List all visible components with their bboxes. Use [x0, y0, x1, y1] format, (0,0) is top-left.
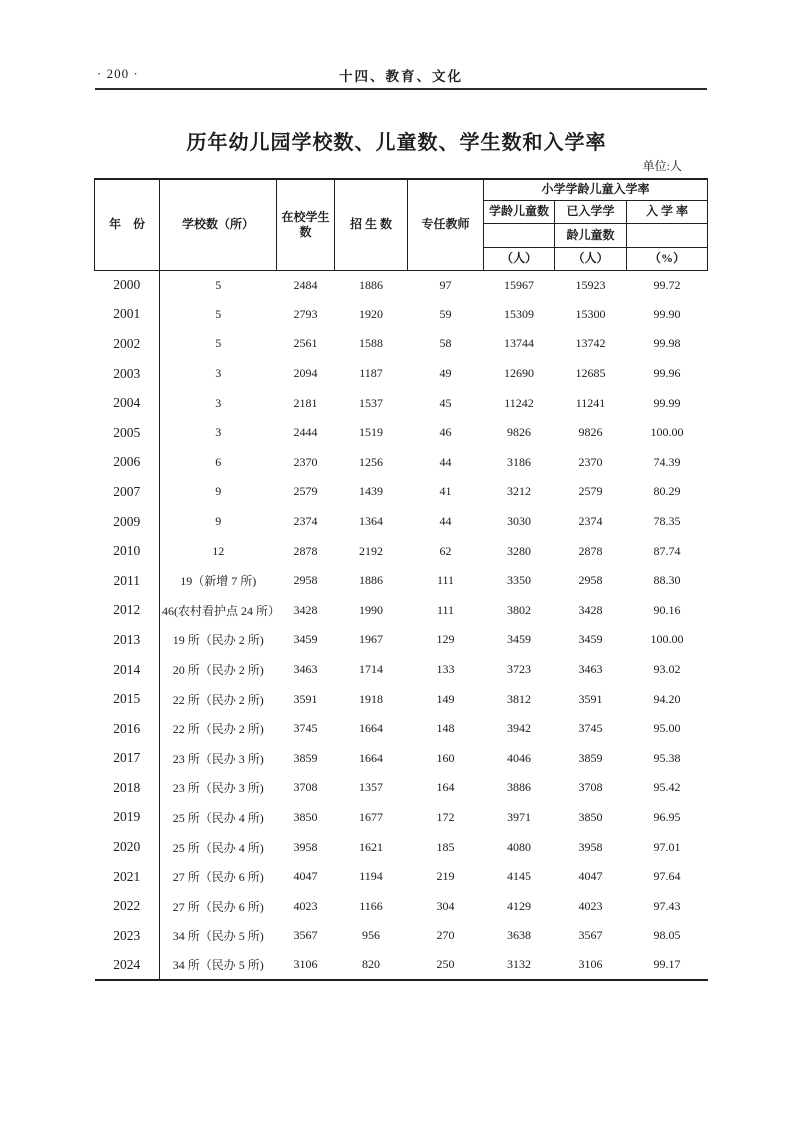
- teachers-cell: 46: [439, 425, 452, 440]
- unit-label: 单位:人: [642, 159, 682, 173]
- school-age-children-cell: 11242: [504, 395, 534, 410]
- year-cell: 2024: [95, 951, 160, 981]
- schools-cell: 6: [215, 454, 222, 469]
- table-row: [95, 507, 708, 537]
- col-header-school-age-children-cont: [484, 223, 555, 247]
- table-row: [95, 862, 708, 892]
- schools-cell: 19 所（民办 2 所): [172, 633, 264, 648]
- students-cell: 3428: [293, 602, 318, 617]
- kindergarten-statistics-table: [94, 178, 708, 981]
- admitted-cell: 956: [362, 928, 380, 943]
- students-cell: 3708: [293, 780, 318, 795]
- admitted-cell: 1364: [359, 514, 383, 529]
- year-cell: 2001: [95, 300, 160, 330]
- teachers-cell: 45: [439, 395, 452, 410]
- admitted-cell: 1967: [359, 632, 383, 647]
- students-cell: 2561: [293, 336, 318, 351]
- year-cell: 2000: [95, 270, 160, 300]
- schools-cell: 25 所（民办 4 所): [172, 840, 264, 855]
- table-row: [95, 803, 708, 833]
- teachers-cell: 111: [436, 602, 455, 617]
- enrollment-rate-cell: 99.98: [653, 336, 681, 351]
- students-cell: 3459: [293, 632, 318, 647]
- unit-school-age-children: （人）: [484, 247, 555, 270]
- table-row: [95, 684, 708, 714]
- teachers-cell: 111: [436, 573, 455, 588]
- col-header-teachers: 专任教师: [408, 179, 484, 270]
- col-header-students-line2: 数: [299, 224, 312, 239]
- enrollment-rate-cell: 87.74: [653, 543, 681, 558]
- year-cell: 2010: [95, 536, 160, 566]
- enrolled-children-cell: 3463: [578, 662, 603, 677]
- students-cell: 2094: [293, 366, 318, 381]
- enrollment-rate-cell: 93.02: [653, 662, 681, 677]
- school-age-children-cell: 3723: [507, 662, 531, 677]
- col-header-students-line1: 在校学生: [281, 209, 330, 224]
- admitted-cell: 1187: [359, 366, 383, 381]
- admitted-cell: 2192: [359, 543, 383, 558]
- enrolled-children-cell: 2370: [578, 454, 603, 469]
- admitted-cell: 1621: [359, 839, 383, 854]
- year-cell: 2016: [95, 714, 160, 744]
- col-header-year: 年 份: [95, 179, 160, 270]
- col-header-enrollment-group: 小学学龄儿童入学率: [484, 179, 708, 200]
- teachers-cell: 133: [436, 662, 455, 677]
- table-row: [95, 891, 708, 921]
- teachers-cell: 270: [436, 928, 455, 943]
- teachers-cell: 148: [436, 721, 455, 736]
- school-age-children-cell: 3186: [507, 454, 531, 469]
- table-row: [95, 566, 708, 596]
- teachers-cell: 44: [439, 454, 452, 469]
- teachers-cell: 160: [436, 750, 455, 765]
- school-age-children-cell: 3638: [507, 928, 531, 943]
- table-row: [95, 655, 708, 685]
- students-cell: 2793: [293, 306, 318, 321]
- table-header: [95, 179, 708, 270]
- table-row: [95, 536, 708, 566]
- enrollment-rate-cell: 97.64: [653, 869, 681, 884]
- year-cell: 2022: [95, 891, 160, 921]
- admitted-cell: 820: [362, 957, 380, 972]
- students-cell: 2370: [293, 454, 318, 469]
- schools-cell: 12: [212, 543, 225, 558]
- students-cell: 2374: [293, 514, 318, 529]
- table-row: [95, 714, 708, 744]
- page-number: · 200 ·: [97, 66, 139, 81]
- students-cell: 3859: [293, 750, 318, 765]
- admitted-cell: 1439: [359, 484, 383, 499]
- col-header-schools: 学校数（所）: [160, 179, 277, 270]
- enrolled-children-cell: 2878: [578, 543, 603, 558]
- students-cell: 3106: [293, 957, 318, 972]
- school-age-children-cell: 3280: [507, 543, 531, 558]
- table-row: [95, 448, 708, 478]
- students-cell: 2444: [293, 425, 318, 440]
- enrollment-rate-cell: 99.99: [653, 395, 681, 410]
- admitted-cell: 1537: [359, 395, 383, 410]
- year-cell: 2020: [95, 832, 160, 862]
- schools-cell: 22 所（民办 2 所): [172, 722, 264, 737]
- table-row: [95, 300, 708, 330]
- school-age-children-cell: 3030: [507, 514, 531, 529]
- page-title: 历年幼儿园学校数、儿童数、学生数和入学率: [186, 132, 607, 154]
- col-header-enrollment-rate: 入 学 率: [627, 200, 708, 223]
- school-age-children-cell: 13744: [504, 336, 534, 351]
- col-header-enrollment-rate-cont: [627, 223, 708, 247]
- enrolled-children-cell: 3708: [578, 780, 603, 795]
- year-cell: 2014: [95, 655, 160, 685]
- year-cell: 2011: [95, 566, 160, 596]
- students-cell: 2878: [293, 543, 318, 558]
- school-age-children-cell: 3350: [507, 573, 531, 588]
- admitted-cell: 1918: [359, 691, 383, 706]
- enrolled-children-cell: 2374: [578, 514, 603, 529]
- enrolled-children-cell: 3745: [578, 721, 603, 736]
- schools-cell: 5: [215, 277, 222, 292]
- schools-cell: 9: [215, 514, 222, 529]
- schools-cell: 3: [215, 366, 222, 381]
- schools-cell: 5: [215, 306, 222, 321]
- school-age-children-cell: 4080: [507, 839, 531, 854]
- teachers-cell: 44: [439, 514, 452, 529]
- teachers-cell: 219: [436, 869, 455, 884]
- school-age-children-cell: 3132: [507, 957, 531, 972]
- school-age-children-cell: 3971: [507, 809, 531, 824]
- students-cell: 2484: [293, 277, 318, 292]
- students-cell: 4023: [293, 898, 318, 913]
- admitted-cell: 1990: [359, 602, 383, 617]
- students-cell: 3958: [293, 839, 318, 854]
- year-cell: 2012: [95, 596, 160, 626]
- schools-cell: 3: [215, 395, 222, 410]
- school-age-children-cell: 15309: [504, 306, 534, 321]
- col-header-enrolled-children-line1: 已入学学: [555, 200, 627, 223]
- schools-cell: 19（新增 7 所): [180, 574, 257, 589]
- admitted-cell: 1886: [359, 573, 383, 588]
- teachers-cell: 185: [436, 839, 455, 854]
- students-cell: 3745: [293, 721, 318, 736]
- col-header-admitted: 招 生 数: [335, 179, 408, 270]
- year-cell: 2019: [95, 803, 160, 833]
- enrollment-rate-cell: 95.42: [653, 780, 681, 795]
- enrollment-rate-cell: 99.96: [653, 366, 681, 381]
- enrolled-children-cell: 9826: [578, 425, 603, 440]
- table-row: [95, 270, 708, 300]
- enrolled-children-cell: 15300: [575, 306, 606, 321]
- school-age-children-cell: 15967: [504, 277, 534, 292]
- enrolled-children-cell: 3428: [578, 602, 603, 617]
- admitted-cell: 1588: [359, 336, 383, 351]
- schools-cell: 27 所（民办 6 所): [172, 899, 264, 914]
- year-cell: 2018: [95, 773, 160, 803]
- teachers-cell: 59: [439, 306, 452, 321]
- admitted-cell: 1166: [359, 898, 383, 913]
- teachers-cell: 172: [436, 809, 455, 824]
- enrollment-rate-cell: 98.05: [653, 928, 681, 943]
- enrolled-children-cell: 3850: [578, 809, 603, 824]
- admitted-cell: 1886: [359, 277, 383, 292]
- enrolled-children-cell: 13742: [575, 336, 606, 351]
- table-row: [95, 477, 708, 507]
- admitted-cell: 1920: [359, 306, 383, 321]
- admitted-cell: 1714: [359, 662, 383, 677]
- enrollment-rate-cell: 100.00: [650, 632, 684, 647]
- enrolled-children-cell: 4047: [578, 869, 603, 884]
- admitted-cell: 1664: [359, 721, 383, 736]
- schools-cell: 20 所（民办 2 所): [172, 663, 264, 678]
- admitted-cell: 1194: [359, 869, 383, 884]
- enrollment-rate-cell: 100.00: [650, 425, 684, 440]
- students-cell: 2181: [293, 395, 318, 410]
- enrollment-rate-cell: 99.72: [653, 277, 681, 292]
- students-cell: 3463: [293, 662, 318, 677]
- students-cell: 3567: [293, 928, 318, 943]
- col-header-students: [277, 179, 335, 270]
- enrollment-rate-cell: 97.43: [653, 898, 681, 913]
- admitted-cell: 1677: [359, 809, 383, 824]
- schools-cell: 5: [215, 336, 222, 351]
- teachers-cell: 149: [436, 691, 455, 706]
- school-age-children-cell: 12690: [504, 366, 534, 381]
- running-head: [95, 64, 707, 90]
- table-row: [95, 773, 708, 803]
- year-cell: 2002: [95, 329, 160, 359]
- admitted-cell: 1357: [359, 780, 383, 795]
- schools-cell: 34 所（民办 5 所): [172, 958, 264, 973]
- section-title: 十四、教育、文化: [339, 69, 463, 84]
- students-cell: 2579: [293, 484, 318, 499]
- table-row: [95, 359, 708, 389]
- year-cell: 2003: [95, 359, 160, 389]
- enrolled-children-cell: 2579: [578, 484, 603, 499]
- year-cell: 2007: [95, 477, 160, 507]
- teachers-cell: 49: [439, 366, 452, 381]
- schools-cell: 46(农村看护点 24 所）: [162, 603, 280, 618]
- admitted-cell: 1519: [359, 425, 383, 440]
- table-row: [95, 388, 708, 418]
- year-cell: 2021: [95, 862, 160, 892]
- enrollment-rate-cell: 90.16: [653, 602, 681, 617]
- school-age-children-cell: 3886: [507, 780, 531, 795]
- schools-cell: 34 所（民办 5 所): [172, 929, 264, 944]
- school-age-children-cell: 3802: [507, 602, 531, 617]
- teachers-cell: 164: [436, 780, 455, 795]
- enrollment-rate-cell: 88.30: [653, 573, 681, 588]
- school-age-children-cell: 4129: [507, 898, 531, 913]
- enrolled-children-cell: 3859: [578, 750, 603, 765]
- enrolled-children-cell: 3106: [578, 957, 603, 972]
- year-cell: 2017: [95, 744, 160, 774]
- table-row: [95, 951, 708, 981]
- year-cell: 2015: [95, 684, 160, 714]
- enrolled-children-cell: 3958: [578, 839, 603, 854]
- enrolled-children-cell: 2958: [578, 573, 603, 588]
- students-cell: 2958: [293, 573, 318, 588]
- teachers-cell: 97: [439, 277, 452, 292]
- table-row: [95, 921, 708, 951]
- table-row: [95, 832, 708, 862]
- year-cell: 2023: [95, 921, 160, 951]
- table-row: [95, 418, 708, 448]
- teachers-cell: 41: [439, 484, 452, 499]
- schools-cell: 27 所（民办 6 所): [172, 870, 264, 885]
- table-row: [95, 329, 708, 359]
- unit-enrolled-children: （人）: [555, 247, 627, 270]
- students-cell: 3591: [293, 691, 318, 706]
- teachers-cell: 62: [439, 543, 452, 558]
- year-cell: 2004: [95, 388, 160, 418]
- enrolled-children-cell: 3591: [578, 691, 603, 706]
- table-row: [95, 744, 708, 774]
- students-cell: 3850: [293, 809, 318, 824]
- enrollment-rate-cell: 99.90: [653, 306, 681, 321]
- schools-cell: 3: [215, 425, 222, 440]
- school-age-children-cell: 3459: [507, 632, 531, 647]
- unit-enrollment-rate: （%）: [627, 247, 708, 270]
- school-age-children-cell: 9826: [507, 425, 531, 440]
- year-cell: 2009: [95, 507, 160, 537]
- enrolled-children-cell: 12685: [575, 366, 606, 381]
- enrolled-children-cell: 15923: [575, 277, 606, 292]
- year-cell: 2013: [95, 625, 160, 655]
- teachers-cell: 250: [436, 957, 455, 972]
- table-row: [95, 625, 708, 655]
- teachers-cell: 58: [439, 336, 452, 351]
- enrolled-children-cell: 11241: [575, 395, 606, 410]
- school-age-children-cell: 4145: [507, 869, 531, 884]
- students-cell: 4047: [293, 869, 318, 884]
- enrollment-rate-cell: 95.38: [653, 750, 681, 765]
- enrollment-rate-cell: 78.35: [653, 514, 681, 529]
- schools-cell: 22 所（民办 2 所): [172, 692, 264, 707]
- table-row: [95, 596, 708, 626]
- enrollment-rate-cell: 94.20: [653, 691, 681, 706]
- admitted-cell: 1256: [359, 454, 383, 469]
- school-age-children-cell: 3942: [507, 721, 531, 736]
- year-cell: 2006: [95, 448, 160, 478]
- school-age-children-cell: 3212: [507, 484, 531, 499]
- enrolled-children-cell: 4023: [578, 898, 603, 913]
- enrollment-rate-cell: 96.95: [653, 809, 681, 824]
- enrolled-children-cell: 3459: [578, 632, 603, 647]
- school-age-children-cell: 3812: [507, 691, 531, 706]
- school-age-children-cell: 4046: [507, 750, 531, 765]
- teachers-cell: 129: [436, 632, 455, 647]
- col-header-school-age-children: 学龄儿童数: [484, 200, 555, 223]
- col-header-enrolled-children-line2: 龄儿童数: [555, 223, 627, 247]
- enrollment-rate-cell: 80.29: [653, 484, 681, 499]
- year-cell: 2005: [95, 418, 160, 448]
- teachers-cell: 304: [436, 898, 455, 913]
- schools-cell: 25 所（民办 4 所): [172, 810, 264, 825]
- enrollment-rate-cell: 97.01: [653, 839, 681, 854]
- enrollment-rate-cell: 74.39: [653, 454, 681, 469]
- schools-cell: 9: [215, 484, 222, 499]
- enrollment-rate-cell: 99.17: [653, 957, 681, 972]
- schools-cell: 23 所（民办 3 所): [172, 781, 264, 796]
- header-row-group: [95, 179, 708, 200]
- enrolled-children-cell: 3567: [578, 928, 603, 943]
- admitted-cell: 1664: [359, 750, 383, 765]
- schools-cell: 23 所（民办 3 所): [172, 751, 264, 766]
- enrollment-rate-cell: 95.00: [653, 721, 681, 736]
- table-body: [95, 270, 708, 980]
